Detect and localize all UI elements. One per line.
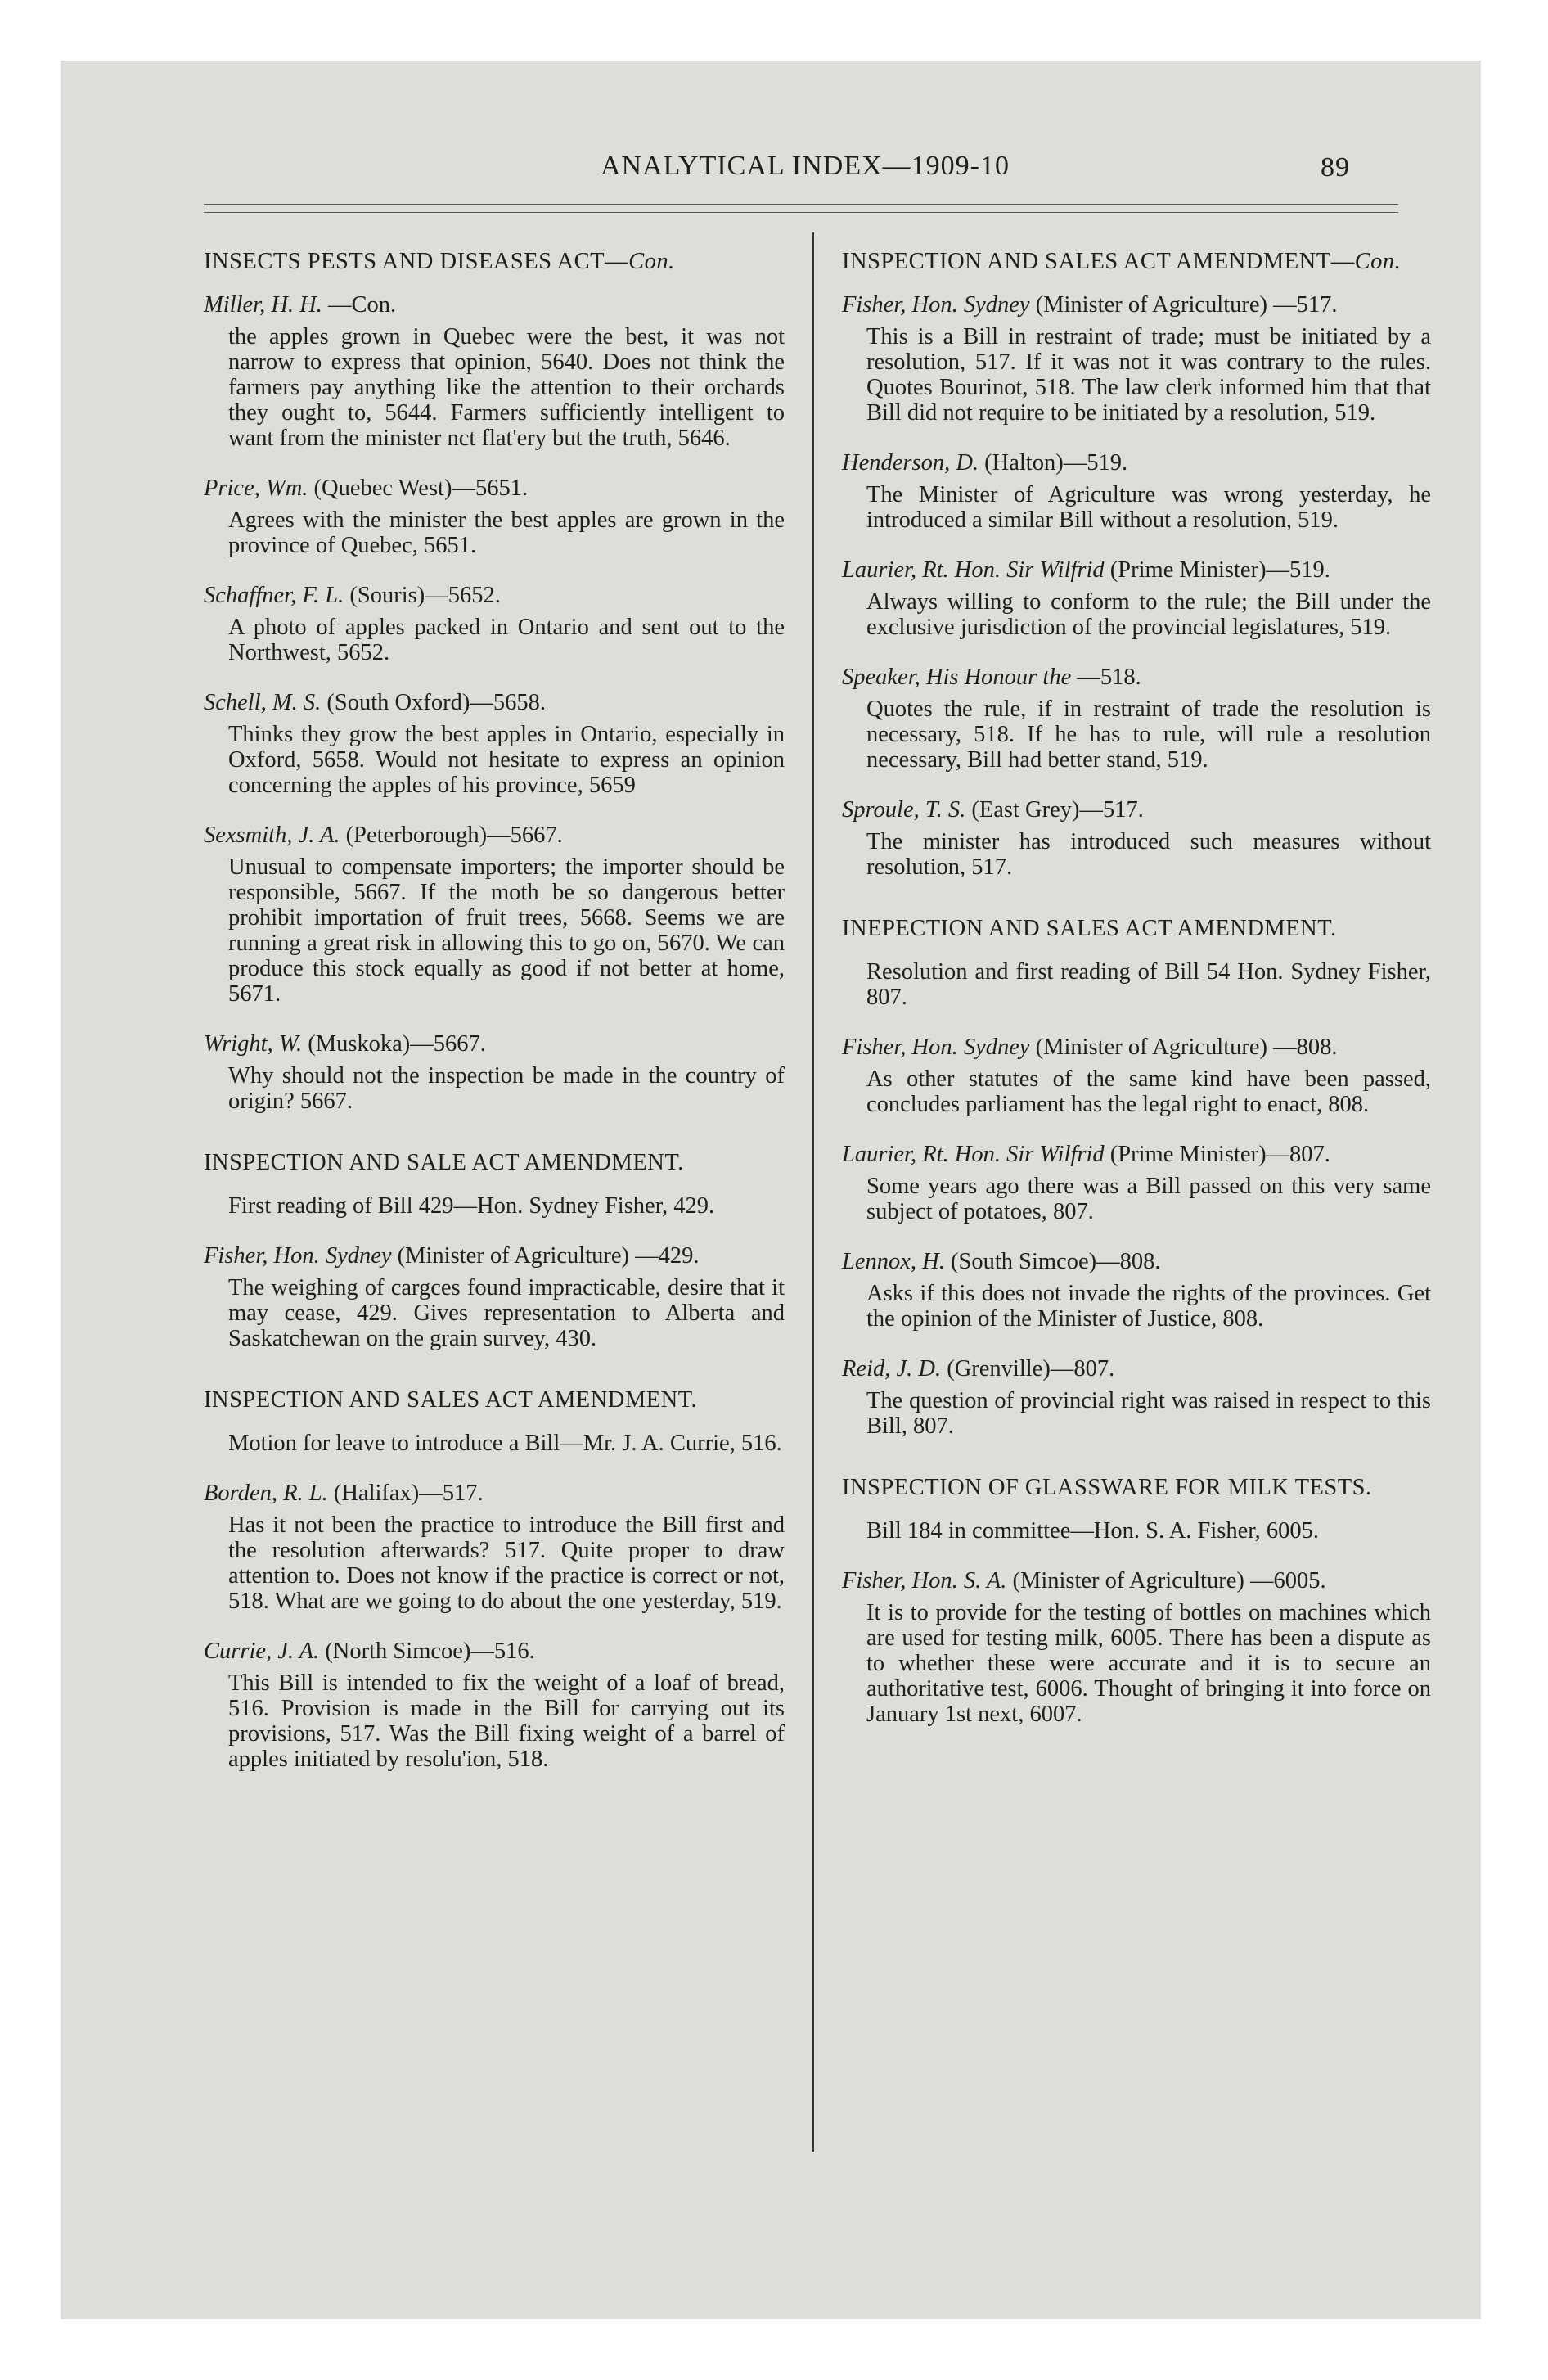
section-heading-text: INSPECTION AND SALES ACT AMENDMENT— — [842, 249, 1355, 274]
section-heading — [842, 249, 1431, 274]
entry-text: First reading of Bill 429—Hon. Sydney Fisher, 429. — [228, 1193, 715, 1219]
speaker-line — [204, 1639, 785, 1664]
speaker-name: Fisher, Hon. Sydney — [204, 1243, 392, 1269]
speaker-name: Fisher, Hon. Sydney — [842, 292, 1030, 318]
entry-text: the apples grown in Quebec were the best, it was not narrow to express that opinion, 5640. Does not think the farmers pay anything like the attention to their orchards they ought to, 5644. Farmers sufficiently intelligent to want from the minister nct flat'ery but the truth, 5646. — [228, 324, 785, 451]
section-gap — [842, 1463, 1431, 1475]
speaker-detail: (Quebec West)—5651. — [313, 476, 529, 501]
speaker-name: Speaker, His Honour the — [842, 665, 1072, 690]
speaker-name: Borden, R. L. — [204, 1481, 328, 1506]
speaker-detail: (Muskoka)—5667. — [308, 1031, 486, 1057]
section-heading-continued: Con. — [1354, 249, 1402, 274]
entry-text: Unusual to compensate importers; the importer should be responsible, 5667. If the moth be so dangerous better prohibit importation of fruit trees, 5668. Seems we are running a great risk in allowing this to go on, 5670. We can produce this stock equally as good if not better at home, 5671. — [228, 854, 785, 1007]
speaker-name: Lennox, H. — [842, 1249, 945, 1274]
speaker-name: Schell, M. S. — [204, 690, 322, 715]
speaker-name: Fisher, Hon. Sydney — [842, 1034, 1030, 1060]
speaker-line — [842, 1249, 1431, 1274]
speaker-detail: (Minister of Agriculture) —808. — [1035, 1034, 1338, 1060]
speaker-line — [842, 1142, 1431, 1167]
header-rule-thin — [204, 212, 1398, 213]
speaker-line — [842, 665, 1431, 690]
left-column — [204, 249, 785, 1796]
entry-text: Always willing to conform to the rule; the Bill under the exclusive jurisdiction of the provincial legislatures, 519. — [866, 589, 1431, 640]
speaker-line — [842, 1034, 1431, 1060]
speaker-line — [204, 1031, 785, 1057]
speaker-detail: (Halifax)—517. — [333, 1481, 484, 1506]
speaker-name: Fisher, Hon. S. A. — [842, 1568, 1007, 1593]
speaker-line — [842, 1568, 1431, 1593]
column-divider — [812, 232, 814, 2152]
section-heading-continued: Con. — [628, 249, 675, 274]
entry-text: As other statutes of the same kind have been passed, concludes parliament has the legal right to enact, 808. — [866, 1066, 1431, 1117]
speaker-detail: (Prime Minister)—519. — [1109, 557, 1330, 583]
section-gap — [204, 1376, 785, 1387]
entry-text: The weighing of cargces found impracticable, desire that it may cease, 429. Gives representation to Alberta and Saskatchewan on the grain survey, 430. — [228, 1275, 785, 1351]
entry-text: The minister has introduced such measures without resolution, 517. — [866, 829, 1431, 880]
entry-text: Asks if this does not invade the rights of the provinces. Get the opinion of the Minister of Justice, 808. — [866, 1281, 1431, 1332]
speaker-name: Schaffner, F. L. — [204, 583, 344, 608]
speaker-detail: (Minister of Agriculture) —429. — [397, 1243, 700, 1269]
section-heading-text: INEPECTION AND SALES ACT AMENDMENT. — [842, 916, 1337, 941]
entry-text: It is to provide for the testing of bottles on machines which are used for testing milk, 6005. There has been a dispute as to whether these were accurate and it is to secure an authoritative test, 6006. Thought of bringing it into force on January 1st next, 6007. — [866, 1600, 1431, 1727]
speaker-name: Sproule, T. S. — [842, 797, 966, 823]
speaker-line — [204, 1243, 785, 1269]
entry-text: Bill 184 in committee—Hon. S. A. Fisher, 6005. — [866, 1518, 1320, 1544]
speaker-detail: (Prime Minister)—807. — [1109, 1142, 1330, 1167]
speaker-detail: (South Simcoe)—808. — [950, 1249, 1161, 1274]
speaker-detail: (Minister of Agriculture) —517. — [1035, 292, 1338, 318]
speaker-detail: —Con. — [328, 292, 397, 318]
section-heading — [204, 1387, 785, 1413]
speaker-line — [204, 476, 785, 501]
header-rule — [204, 204, 1398, 205]
entry-text: Has it not been the practice to introduce the Bill first and the resolution afterwards? 517. Quite proper to draw attention to. Does not know if the practice is correct or not, 518. What are we going to do about the one yesterday, 519. — [228, 1512, 785, 1614]
speaker-detail: —518. — [1077, 665, 1141, 690]
section-heading — [842, 916, 1431, 941]
entry-text: Motion for leave to introduce a Bill—Mr. J. A. Currie, 516. — [228, 1431, 782, 1456]
entry-text: Why should not the inspection be made in the country of origin? 5667. — [228, 1063, 785, 1114]
speaker-detail: (East Grey)—517. — [971, 797, 1144, 823]
entry-text: Resolution and first reading of Bill 54 Hon. Sydney Fisher, 807. — [866, 959, 1431, 1010]
right-column — [842, 249, 1431, 1751]
section-gap — [204, 1138, 785, 1150]
entry-text: This Bill is intended to fix the weight of a loaf of bread, 516. Provision is made in the Bill for carrying out its provisions, 517. Was the Bill fixing weight of a barrel of apples initiated by resolu'ion, 518. — [228, 1670, 785, 1772]
speaker-line — [842, 557, 1431, 583]
section-heading-text: INSECTS PESTS AND DISEASES ACT— — [204, 249, 629, 274]
speaker-name: Currie, J. A. — [204, 1639, 320, 1664]
section-gap — [842, 904, 1431, 916]
speaker-line — [842, 292, 1431, 318]
speaker-line — [204, 292, 785, 318]
speaker-name: Laurier, Rt. Hon. Sir Wilfrid — [842, 1142, 1105, 1167]
speaker-name: Miller, H. H. — [204, 292, 322, 318]
speaker-line — [204, 583, 785, 608]
speaker-name: Henderson, D. — [842, 450, 979, 476]
speaker-detail: (North Simcoe)—516. — [325, 1639, 535, 1664]
page-number: 89 — [1321, 152, 1350, 183]
entry-text: The Minister of Agriculture was wrong yesterday, he introduced a similar Bill without a resolution, 519. — [866, 482, 1431, 533]
section-heading-text: INSPECTION AND SALE ACT AMENDMENT. — [204, 1150, 684, 1175]
speaker-detail: (South Oxford)—5658. — [326, 690, 546, 715]
running-title: ANALYTICAL INDEX—1909-10 — [601, 151, 1010, 181]
speaker-name: Price, Wm. — [204, 476, 308, 501]
entry-text: Quotes the rule, if in restraint of trade the resolution is necessary, 518. If he has to rule, will rule a resolution necessary, Bill had better stand, 519. — [866, 696, 1431, 773]
entry-text: This is a Bill in restraint of trade; must be initiated by a resolution, 517. If it was not it was contrary to the rules. Quotes Bourinot, 518. The law clerk informed him that that Bill did not require to be initiated by a resolution, 519. — [866, 324, 1431, 426]
entry-text: Some years ago there was a Bill passed on this very same subject of potatoes, 807. — [866, 1174, 1431, 1224]
speaker-line — [204, 823, 785, 848]
section-heading-text: INSPECTION OF GLASSWARE FOR MILK TESTS. — [842, 1475, 1372, 1500]
speaker-line — [842, 450, 1431, 476]
speaker-name: Laurier, Rt. Hon. Sir Wilfrid — [842, 557, 1105, 583]
section-heading-text: INSPECTION AND SALES ACT AMENDMENT. — [204, 1387, 698, 1413]
speaker-name: Sexsmith, J. A. — [204, 823, 340, 848]
speaker-detail: (Souris)—5652. — [349, 583, 501, 608]
scanned-page — [61, 61, 1481, 2319]
entry-text: Thinks they grow the best apples in Ontario, especially in Oxford, 5658. Would not hesitate to express an opinion concerning the apples of his province, 5659 — [228, 722, 785, 798]
entry-text: Agrees with the minister the best apples are grown in the province of Quebec, 5651. — [228, 507, 785, 558]
speaker-line — [842, 1356, 1431, 1382]
section-heading — [204, 1150, 785, 1175]
speaker-detail: (Halton)—519. — [984, 450, 1128, 476]
entry-text: A photo of apples packed in Ontario and sent out to the Northwest, 5652. — [228, 615, 785, 665]
speaker-name: Wright, W. — [204, 1031, 303, 1057]
speaker-detail: (Grenville)—807. — [947, 1356, 1115, 1382]
section-heading — [842, 1475, 1431, 1500]
section-heading — [204, 249, 785, 274]
entry-text: The question of provincial right was raised in respect to this Bill, 807. — [866, 1388, 1431, 1439]
speaker-name: Reid, J. D. — [842, 1356, 942, 1382]
speaker-detail: (Peterborough)—5667. — [345, 823, 563, 848]
speaker-line — [842, 797, 1431, 823]
speaker-detail: (Minister of Agriculture) —6005. — [1012, 1568, 1326, 1593]
speaker-line — [204, 690, 785, 715]
speaker-line — [204, 1481, 785, 1506]
